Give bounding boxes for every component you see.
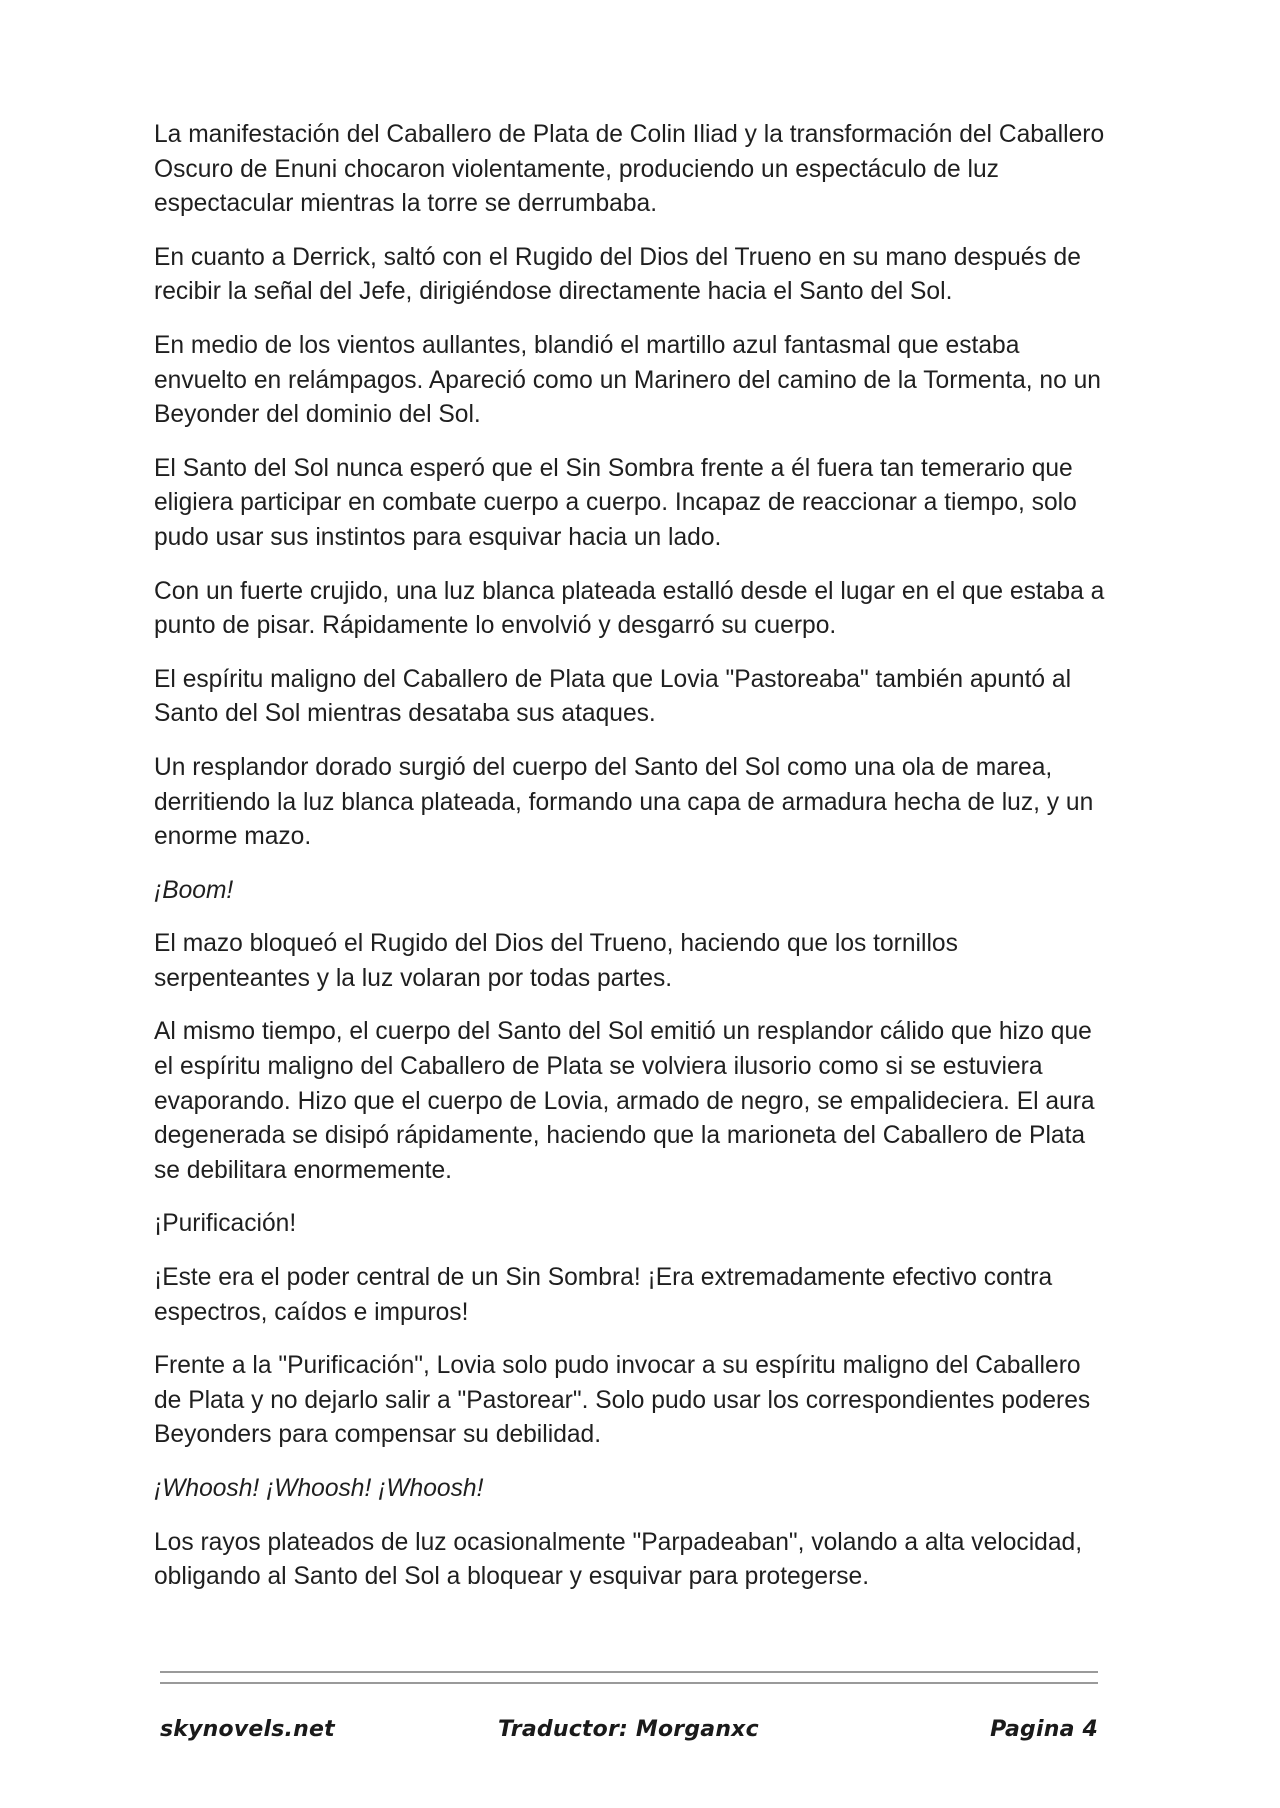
footer-translator: Traductor: Morganxc — [498, 1717, 759, 1742]
footer-page-number: Pagina 4 — [990, 1717, 1098, 1742]
paragraph: La manifestación del Caballero de Plata de Colin Iliad y la transformación del Caballero Oscuro de Enuni chocaron violentamente, produciendo un espectáculo de luz espectacular mientras la torre se derrumbaba. — [154, 121, 1105, 218]
paragraph: Con un fuerte crujido, una luz blanca plateada estalló desde el lugar en el que estaba a punto de pisar. Rápidamente lo envolvió y desgarró su cuerpo. — [154, 577, 1105, 640]
footer-divider-top — [160, 1671, 1098, 1673]
sound-effect: ¡Whoosh! ¡Whoosh! ¡Whoosh! — [154, 1475, 484, 1502]
footer-divider-bottom — [160, 1682, 1098, 1684]
paragraph: Un resplandor dorado surgió del cuerpo del Santo del Sol como una ola de marea, derritiendo la luz blanca plateada, formando una capa de armadura hecha de luz, y un enorme mazo. — [154, 753, 1094, 851]
paragraph: El mazo bloqueó el Rugido del Dios del Trueno, haciendo que los tornillos serpenteantes y la luz volaran por todas partes. — [154, 930, 958, 992]
sound-effect: ¡Boom! — [154, 876, 234, 904]
paragraph: Frente a la "Purificación", Lovia solo pudo invocar a su espíritu maligno del Caballero de Plata y no dejarlo salir a "Pastorear". Solo pudo usar los correspondientes poderes Beyonders para compensar su debilidad. — [154, 1352, 1091, 1449]
paragraph: ¡Purificación! — [154, 1210, 297, 1238]
paragraph: Al mismo tiempo, el cuerpo del Santo del Sol emitió un resplandor cálido que hizo que el espíritu maligno del Caballero de Plata se volviera ilusorio como si se estuviera evaporando. Hizo que el cuerpo de Lovia, armado de negro, se empalideciera. El aura degenerada se disipó rápidamente, haciendo que la marioneta del Caballero de Plata se debilitara enormemente. — [154, 1018, 1095, 1184]
footer-site: skynovels.net — [160, 1717, 335, 1742]
paragraph: ¡Este era el poder central de un Sin Sombra! ¡Era extremadamente efectivo contra espectros, caídos e impuros! — [154, 1264, 1053, 1326]
paragraph: En medio de los vientos aullantes, blandió el martillo azul fantasmal que estaba envuelto en relámpagos. Apareció como un Marinero del camino de la Tormenta, no un Beyonder del dominio del Sol. — [154, 331, 1101, 429]
paragraph: Los rayos plateados de luz ocasionalmente "Parpadeaban", volando a alta velocidad, obligando al Santo del Sol a bloquear y esquivar para protegerse. — [154, 1528, 1083, 1591]
paragraph: El Santo del Sol nunca esperó que el Sin Sombra frente a él fuera tan temerario que eligiera participar en combate cuerpo a cuerpo. Incapaz de reaccionar a tiempo, solo pudo usar sus instintos para esquivar hacia un lado. — [154, 454, 1077, 551]
paragraph: En cuanto a Derrick, saltó con el Rugido del Dios del Trueno en su mano después de recibir la señal del Jefe, dirigiéndose directamente hacia el Santo del Sol. — [154, 243, 1081, 306]
body-text — [154, 118, 1114, 1614]
paragraph: El espíritu maligno del Caballero de Plata que Lovia "Pastoreaba" también apuntó al Santo del Sol mientras desataba sus ataques. — [154, 665, 1072, 728]
